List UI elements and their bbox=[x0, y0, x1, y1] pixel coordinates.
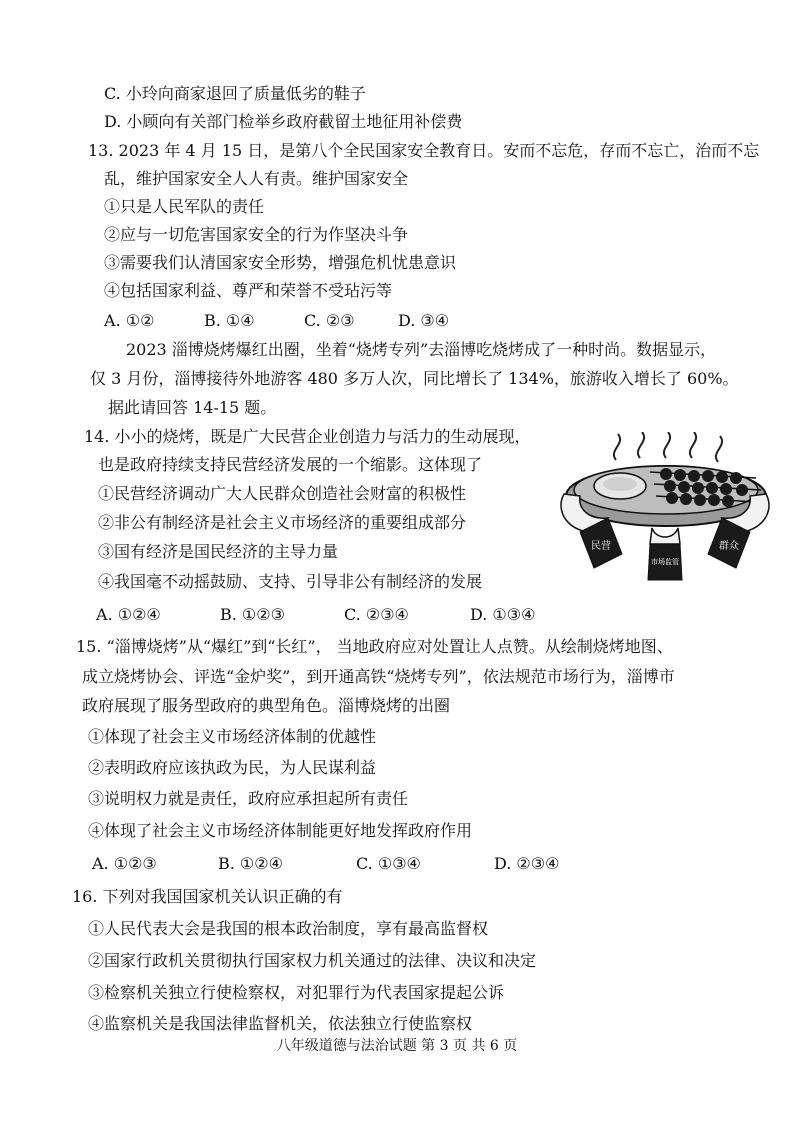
q14-item-2: ②非公有制经济是社会主义市场经济的重要组成部分 bbox=[98, 513, 467, 532]
q12-option-c: C. 小玲向商家退回了质量低劣的鞋子 bbox=[104, 84, 366, 103]
q14-stem-line-2: 也是政府持续支持民营经济发展的一个缩影。这体现了 bbox=[98, 455, 483, 474]
q15-option-c[interactable]: C. ①③④ bbox=[356, 854, 421, 873]
q15-stem-line-3: 政府展现了服务型政府的典型角色。淄博烧烤的出圈 bbox=[82, 696, 451, 715]
material-line-1: 2023 淄博烧烤爆红出圈，坐着“烧烤专列”去淄博吃烧烤成了一种时尚。数据显示， bbox=[126, 340, 717, 359]
q15-stem-line-1: 15. “淄博烧烤”从“爆红”到“长红”， 当地政府应对处置让人点赞。从绘制烧烤地图、 bbox=[76, 637, 673, 656]
q14-item-4: ④我国毫不动摇鼓励、支持、引导非公有制经济的发展 bbox=[98, 572, 483, 591]
sleeve-label-public: 群众 bbox=[719, 541, 739, 552]
q14-option-c[interactable]: C. ②③④ bbox=[344, 605, 409, 624]
q15-option-d[interactable]: D. ②③④ bbox=[494, 854, 560, 873]
q13-option-b[interactable]: B. ①④ bbox=[204, 311, 255, 330]
q12-option-d: D. 小顾向有关部门检举乡政府截留土地征用补偿费 bbox=[104, 112, 463, 131]
material-line-3: 据此请回答 14-15 题。 bbox=[108, 398, 277, 417]
q13-stem-line-2: 乱，维护国家安全人人有责。维护国家安全 bbox=[104, 169, 409, 188]
q13-option-d[interactable]: D. ③④ bbox=[398, 311, 450, 330]
q16-item-4: ④监察机关是我国法律监督机关，依法独立行使监察权 bbox=[88, 1014, 473, 1033]
q14-item-3: ③国有经济是国民经济的主导力量 bbox=[98, 542, 339, 561]
bbq-illustration bbox=[556, 432, 774, 582]
material-line-2: 仅 3 月份，淄博接待外地游客 480 多万人次，同比增长了 134%，旅游收入增长了 60%。 bbox=[90, 369, 739, 388]
sleeve-label-regulation: 市场监管 bbox=[651, 558, 679, 566]
q14-option-a[interactable]: A. ①②④ bbox=[96, 605, 161, 624]
q13-item-2: ②应与一切危害国家安全的行为作坚决斗争 bbox=[104, 225, 409, 244]
q15-item-4: ④体现了社会主义市场经济体制能更好地发挥政府作用 bbox=[88, 821, 473, 840]
q13-item-4: ④包括国家利益、尊严和荣誉不受玷污等 bbox=[104, 281, 393, 300]
sleeve-label-private: 民营 bbox=[591, 541, 611, 552]
q16-stem: 16. 下列对我国国家机关认识正确的有 bbox=[72, 887, 343, 906]
page-footer: 八年级道德与法治试题 第 3 页 共 6 页 bbox=[276, 1038, 518, 1054]
q15-option-b[interactable]: B. ①②④ bbox=[218, 854, 283, 873]
q13-item-1: ①只是人民军队的责任 bbox=[104, 197, 265, 216]
q16-item-3: ③检察机关独立行使检察权，对犯罪行为代表国家提起公诉 bbox=[88, 983, 505, 1002]
q15-item-2: ②表明政府应该执政为民，为人民谋利益 bbox=[88, 758, 377, 777]
q15-item-3: ③说明权力就是责任，政府应承担起所有责任 bbox=[88, 789, 409, 808]
q14-option-b[interactable]: B. ①②③ bbox=[220, 605, 285, 624]
q15-option-a[interactable]: A. ①②③ bbox=[92, 854, 157, 873]
q13-item-3: ③需要我们认清国家安全形势，增强危机忧患意识 bbox=[104, 253, 457, 272]
q13-option-a[interactable]: A. ①② bbox=[104, 311, 155, 330]
q15-stem-line-2: 成立烧烤协会、评选“金炉奖”，到开通高铁“烧烤专列”，依法规范市场行为，淄博市 bbox=[82, 667, 675, 686]
q15-item-1: ①体现了社会主义市场经济体制的优越性 bbox=[88, 727, 377, 746]
q16-item-1: ①人民代表大会是我国的根本政治制度，享有最高监督权 bbox=[88, 919, 489, 938]
q13-option-c[interactable]: C. ②③ bbox=[304, 311, 355, 330]
q14-stem-line-1: 14. 小小的烧烤，既是广大民营企业创造力与活力的生动展现， bbox=[84, 427, 531, 446]
q14-option-d[interactable]: D. ①③④ bbox=[470, 605, 536, 624]
q16-item-2: ②国家行政机关贯彻执行国家权力机关通过的法律、决议和决定 bbox=[88, 951, 537, 970]
q14-item-1: ①民营经济调动广大人民群众创造社会财富的积极性 bbox=[98, 484, 467, 503]
q13-stem-line-1: 13. 2023 年 4 月 15 日，是第八个全民国家安全教育日。安而不忘危，存而不忘亡，治而不忘 bbox=[88, 141, 760, 160]
